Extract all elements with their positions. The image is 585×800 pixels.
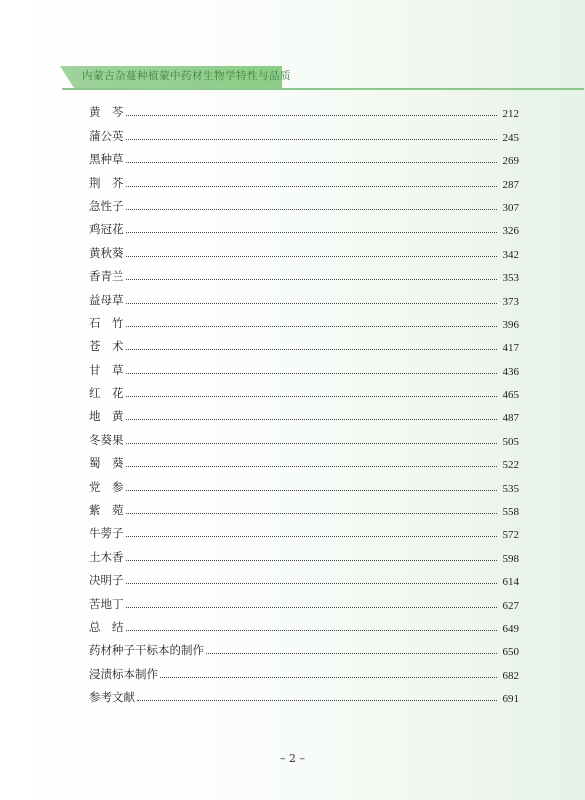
header-rule	[62, 88, 584, 90]
dot-leader	[126, 255, 498, 257]
dot-leader	[126, 465, 498, 467]
dot-leader	[206, 652, 497, 654]
toc-entry-page: 487	[502, 412, 519, 425]
toc-entry-title: 总 结	[89, 619, 124, 634]
dot-leader	[126, 442, 498, 444]
toc-entry-title: 黄 芩	[89, 105, 124, 120]
toc-entry[interactable]	[89, 565, 519, 588]
table-of-contents	[89, 97, 519, 705]
toc-entry-title: 黑种草	[89, 152, 124, 167]
toc-entry-page: 691	[502, 693, 519, 706]
dot-leader	[126, 395, 498, 397]
toc-entry-page: 307	[502, 201, 519, 214]
toc-entry[interactable]	[89, 97, 519, 120]
dot-leader	[126, 138, 498, 140]
toc-entry-page: 614	[502, 576, 519, 589]
dot-leader	[126, 231, 498, 233]
toc-entry[interactable]	[89, 424, 519, 447]
toc-entry[interactable]	[89, 354, 519, 377]
toc-entry[interactable]	[89, 237, 519, 260]
toc-entry-page: 598	[502, 552, 519, 565]
toc-entry-page: 558	[502, 506, 519, 519]
toc-entry[interactable]	[89, 261, 519, 284]
dot-leader	[126, 535, 498, 537]
toc-entry-title: 甘 草	[89, 362, 124, 377]
toc-entry[interactable]	[89, 214, 519, 237]
toc-entry-page: 269	[502, 155, 519, 168]
toc-entry-title: 鸡冠花	[89, 222, 124, 237]
toc-entry-title: 蒲公英	[89, 128, 124, 143]
toc-entry-page: 212	[502, 108, 519, 121]
dot-leader	[126, 418, 498, 420]
toc-entry[interactable]	[89, 682, 519, 705]
toc-entry[interactable]	[89, 331, 519, 354]
toc-entry[interactable]	[89, 167, 519, 190]
toc-entry-page: 353	[502, 272, 519, 285]
dot-leader	[126, 278, 498, 280]
toc-entry-title: 蜀 葵	[89, 456, 124, 471]
dot-leader	[126, 185, 498, 187]
toc-entry-page: 535	[502, 482, 519, 495]
toc-entry-title: 浸渍标本制作	[89, 666, 158, 681]
toc-entry[interactable]	[89, 635, 519, 658]
toc-entry[interactable]	[89, 612, 519, 635]
toc-entry-page: 342	[502, 248, 519, 261]
toc-entry[interactable]	[89, 541, 519, 564]
toc-entry-title: 地 黄	[89, 409, 124, 424]
dot-leader	[126, 325, 498, 327]
toc-entry-title: 牛蒡子	[89, 526, 124, 541]
toc-entry-title: 香青兰	[89, 269, 124, 284]
dot-leader	[126, 348, 498, 350]
dot-leader	[126, 582, 498, 584]
toc-entry-title: 益母草	[89, 292, 124, 307]
toc-entry-title: 冬葵果	[89, 432, 124, 447]
toc-entry[interactable]	[89, 378, 519, 401]
dot-leader	[126, 606, 498, 608]
toc-entry[interactable]	[89, 658, 519, 681]
toc-entry-page: 245	[502, 131, 519, 144]
toc-entry[interactable]	[89, 448, 519, 471]
toc-entry-title: 决明子	[89, 573, 124, 588]
toc-entry[interactable]	[89, 471, 519, 494]
toc-entry-title: 苦地丁	[89, 596, 124, 611]
dot-leader	[137, 699, 497, 701]
toc-entry-title: 红 花	[89, 386, 124, 401]
toc-entry-title: 党 参	[89, 479, 124, 494]
toc-entry-page: 572	[502, 529, 519, 542]
toc-entry-title: 药材种子干标本的制作	[89, 643, 204, 658]
running-title: 内蒙古杂蔓种植蒙中药材生物学特性与品质	[82, 70, 291, 82]
toc-entry[interactable]	[89, 401, 519, 424]
toc-entry-page: 373	[502, 295, 519, 308]
toc-entry-page: 287	[502, 178, 519, 191]
dot-leader	[126, 512, 498, 514]
toc-entry[interactable]	[89, 284, 519, 307]
toc-entry[interactable]	[89, 518, 519, 541]
toc-entry-page: 682	[502, 669, 519, 682]
toc-entry-page: 522	[502, 459, 519, 472]
dot-leader	[126, 559, 498, 561]
toc-entry-page: 326	[502, 225, 519, 238]
toc-entry-title: 参考文献	[89, 690, 135, 705]
dot-leader	[126, 302, 498, 304]
toc-entry[interactable]	[89, 120, 519, 143]
toc-entry-title: 荆 芥	[89, 175, 124, 190]
toc-entry-title: 苍 术	[89, 339, 124, 354]
dot-leader	[126, 629, 498, 631]
toc-entry[interactable]	[89, 495, 519, 518]
toc-entry-page: 627	[502, 599, 519, 612]
toc-entry-page: 417	[502, 342, 519, 355]
toc-entry[interactable]	[89, 144, 519, 167]
toc-entry[interactable]	[89, 191, 519, 214]
toc-entry-page: 465	[502, 389, 519, 402]
dot-leader	[160, 676, 497, 678]
dot-leader	[126, 114, 498, 116]
toc-entry-page: 505	[502, 435, 519, 448]
toc-entry-title: 黄秋葵	[89, 245, 124, 260]
dot-leader	[126, 489, 498, 491]
toc-entry-page: 649	[502, 622, 519, 635]
toc-entry-page: 650	[502, 646, 519, 659]
toc-entry-title: 石 竹	[89, 315, 124, 330]
toc-entry-title: 土木香	[89, 549, 124, 564]
toc-entry-title: 急性子	[89, 198, 124, 213]
dot-leader	[126, 208, 498, 210]
toc-entry-page: 396	[502, 318, 519, 331]
toc-entry-page: 436	[502, 365, 519, 378]
dot-leader	[126, 161, 498, 163]
toc-entry[interactable]	[89, 308, 519, 331]
toc-entry[interactable]	[89, 588, 519, 611]
dot-leader	[126, 372, 498, 374]
toc-entry-title: 紫 菀	[89, 503, 124, 518]
page-number: – 2 –	[280, 752, 305, 765]
